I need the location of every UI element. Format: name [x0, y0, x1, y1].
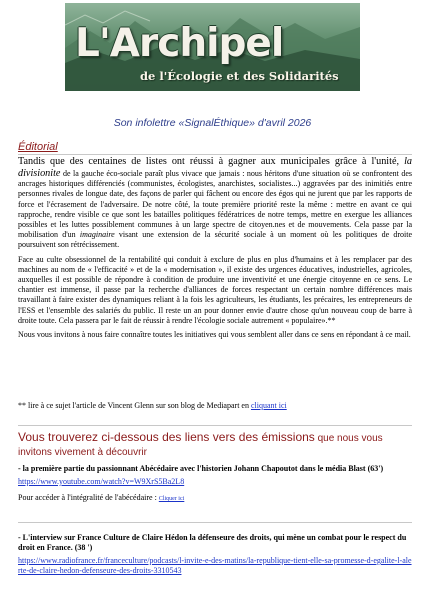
editorial-heading: Éditorial — [18, 141, 58, 153]
mediapart-note — [18, 401, 412, 411]
emissions-heading-sub: que nous vous invitons vivement à découvrir — [18, 433, 383, 458]
paragraph-emphasis: imaginaire — [79, 230, 115, 240]
emission-item-hedon — [18, 533, 412, 576]
editorial-body — [18, 156, 412, 344]
emission-title: - L'interview sur France Culture de Claire Hédon la défenseure des droits, qui mène un combat pour le respect du droit en France. (38 ') — [18, 533, 407, 552]
editorial-paragraph-1 — [18, 156, 412, 251]
abecedaire-link[interactable]: Cliquer ici — [158, 496, 185, 502]
note-text: ** lire à ce sujet l'article de Vincent Glenn sur son blog de Mediapart en — [18, 401, 251, 410]
abecedaire-line — [18, 493, 412, 504]
divider — [18, 154, 412, 155]
paragraph-text-end: visant une extension de la sécurité sociale à un moment où les politiques de droite poursuivent son rétrécissement. — [18, 230, 412, 250]
mediapart-link[interactable]: cliquant ici — [250, 401, 287, 410]
lead-text: Tandis que des centaines de listes ont réussi à gagner aux municipales grâce à l'unité, — [18, 156, 405, 167]
archipel-banner — [65, 3, 360, 91]
editorial-paragraph-3: Nous vous invitons à nous faire connaître toutes les initiatives qui vous semblent aller dans ce sens en répondant à ce mail. — [18, 330, 411, 340]
emission-title: - la première partie du passionnant Abécédaire avec l'historien Johann Chapoutot dans le média Blast (63') — [18, 464, 384, 473]
emissions-heading — [18, 431, 412, 459]
divider — [18, 522, 412, 523]
divider — [18, 425, 412, 426]
youtube-link[interactable]: https://www.youtube.com/watch?v=W9XrS5Ba2L8 — [18, 477, 185, 486]
radiofrance-link[interactable]: https://www.radiofrance.fr/franceculture/podcasts/l-invite-e-des-matins/la-republique-tient-elle-sa-promesse-d-egalite-l-alerte-de-claire-hedon-defenseure-des-droits-3310543 — [18, 556, 412, 575]
emissions-heading-main: Vous trouverez ci-dessous des liens vers des émissions — [18, 430, 315, 444]
banner-title: L'Archipel — [75, 21, 284, 66]
abecedaire-text: Pour accéder à l'intégralité de l'abécédaire : — [18, 493, 159, 502]
lead-emphasis: la divisionite — [18, 156, 412, 179]
newsletter-title: Son infolettre «SignalÉthique» d'avril 2026 — [113, 117, 312, 129]
emission-item-chapoutot — [18, 464, 412, 504]
paragraph-text: de la gauche éco-sociale paraît plus vivace que jamais : nous héritons d'une situation où se confrontent des ancrages historiques différenciés (communistes, écologistes, anarchistes, socialistes...) aggravées par des inimitiés entre personnes rivales de longue date, des façons de parler qui fâchent ou encore des égos qui ne jurent que par les rapports de force et l'écrasement de l'adversaire. De notre côté, la toute première priorité reste la même : mettre en avant ce qui rapproche, rendre visible ce que sont les batailles politiques fédératrices de notre temps, mettre en exergue les alliances possibles et les luttes possiblement communes à un large spectre de citoyen.nes et de mouvements. Cela passe par la mobilisation d'un — [18, 168, 412, 240]
banner-subtitle: de l'Écologie et des Solidarités — [140, 69, 339, 83]
editorial-paragraph-2: Face au culte obsessionnel de la rentabilité qui conduit à exclure de plus en plus d'humains et à les remplacer par des machines au nom de « l'efficacité » et de la « modernisation », il existe des urgences éducatives, industrielles, agricoles, auxquelles il est possible de répondre à condition de produire une inventivité et une énergie citoyenne en ce sens. Le chantier est immense, il passe par la recherche d'alliances de forces respectant un certain nombre différences mais travaillant à faire exister des dynamiques reliant à la fois les agriculteurs, les étudiants, les précaires, les entrepreneurs de l'ESS et l'ensemble des salariés du public. Il reste un an pour donner envie d'autre chose qu'un nouveau coup de barre à droite toute. Cela passera par le fait de réussir à rendre l'écologie sociale autrement « populaire».** — [18, 254, 412, 325]
